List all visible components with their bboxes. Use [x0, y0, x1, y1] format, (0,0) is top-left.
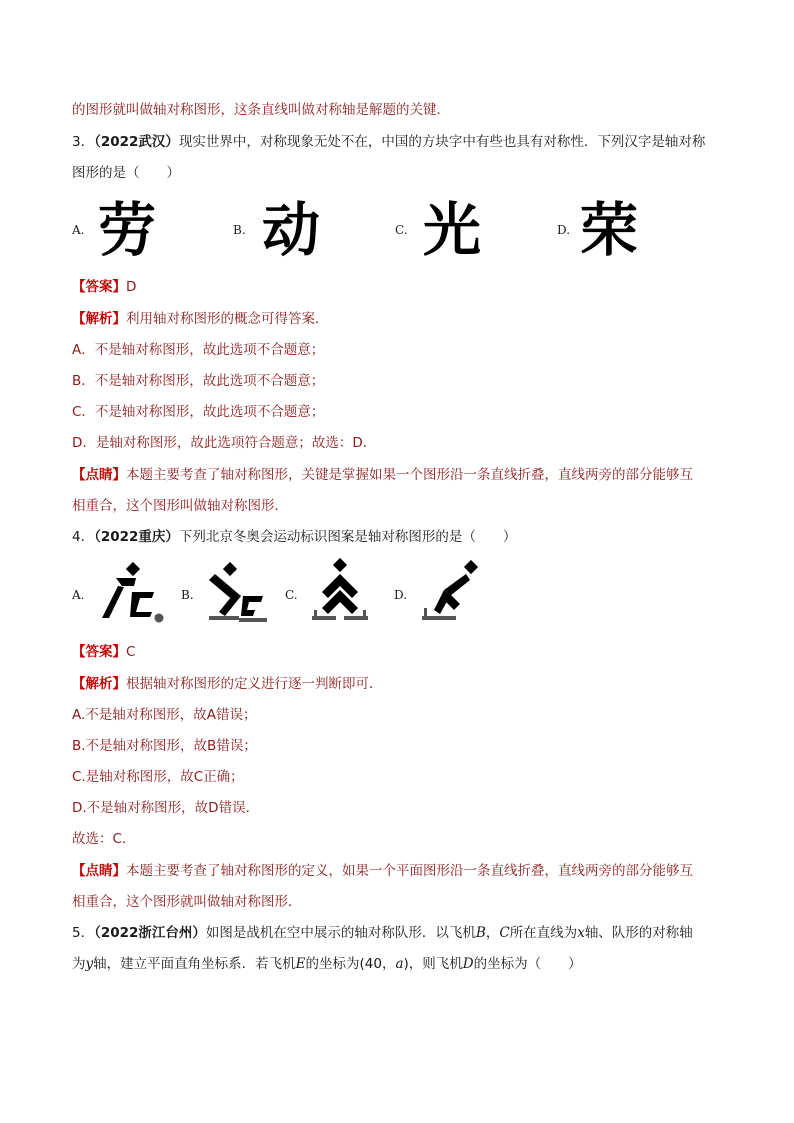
- analysis-line: 【解析】根据轴对称图形的定义进行逐一判断即可．: [72, 676, 383, 692]
- speed-skating-icon: [205, 560, 275, 626]
- option-label: A.: [72, 588, 85, 602]
- option-label: B.: [181, 588, 194, 602]
- comment-line: 【点睛】本题主要考查了轴对称图形，关键是掌握如果一个图形沿一条直线折叠，直线两旁的部分能够互: [72, 467, 693, 483]
- analysis-line: B．不是轴对称图形，故此选项不合题意；: [72, 373, 325, 389]
- comment-line: 相重合，这个图形叫做轴对称图形．: [72, 498, 288, 514]
- analysis-line: C．不是轴对称图形，故此选项不合题意；: [72, 404, 325, 420]
- question-source: （2022重庆）: [94, 529, 179, 545]
- analysis-line: D．是轴对称图形，故此选项符合题意；故选：D．: [72, 435, 377, 451]
- comment-line: 【点睛】本题主要考查了轴对称图形的定义，如果一个平面图形沿一条直线折叠，直线两旁的部分能够互: [72, 863, 693, 879]
- analysis-line: A．不是轴对称图形，故此选项不合题意；: [72, 342, 325, 358]
- option-label: B.: [233, 223, 246, 237]
- question-4-line: 4．（2022重庆）下列北京冬奥会运动标识图案是轴对称图形的是（ ）: [72, 529, 517, 545]
- text-line: 的图形就叫做轴对称图形，这条直线叫做对称轴是解题的关键．: [72, 102, 450, 118]
- option-label: D.: [394, 588, 408, 602]
- question-source: （2022武汉）: [94, 134, 179, 150]
- question-source: （2022浙江台州）: [94, 925, 206, 941]
- option-label: C.: [285, 588, 298, 602]
- option-char: 光: [423, 196, 482, 264]
- analysis-line: D.不是轴对称图形，故D错误．: [72, 800, 260, 816]
- answer-line: 【答案】C: [72, 644, 136, 660]
- analysis-line: 【解析】利用轴对称图形的概念可得答案．: [72, 311, 329, 327]
- question-3-line-1: 3．（2022武汉）现实世界中，对称现象无处不在，中国的方块字中有些也具有对称性．下列汉字是轴对称: [72, 134, 706, 150]
- freestyle-skiing-icon: [308, 556, 372, 628]
- option-char: 荣: [580, 196, 639, 264]
- question-5-line-1: 5．（2022浙江台州）如图是战机在空中展示的轴对称队形．以飞机B，C所在直线为x轴、队形的对称轴: [72, 925, 693, 941]
- option-char: 劳: [98, 196, 157, 264]
- short-track-icon: [416, 560, 486, 626]
- question-3-line-2: 图形的是（ ）: [72, 165, 180, 181]
- answer-line: 【答案】D: [72, 279, 137, 295]
- comment-line: 相重合，这个图形就叫做轴对称图形．: [72, 894, 302, 910]
- analysis-line: B.不是轴对称图形，故B错误；: [72, 738, 257, 754]
- option-char: 动: [262, 196, 321, 264]
- option-label: C.: [395, 223, 408, 237]
- analysis-line: A.不是轴对称图形，故A错误；: [72, 707, 257, 723]
- option-label: D.: [557, 223, 571, 237]
- analysis-line: C.是轴对称图形，故C正确；: [72, 769, 244, 785]
- option-label: A.: [72, 223, 85, 237]
- ski-jump-icon: [92, 560, 172, 626]
- question-5-line-2: 为y轴，建立平面直角坐标系．若飞机E的坐标为(40，a)，则飞机D的坐标为（ ）: [72, 956, 582, 972]
- analysis-line: 故选：C．: [72, 831, 136, 847]
